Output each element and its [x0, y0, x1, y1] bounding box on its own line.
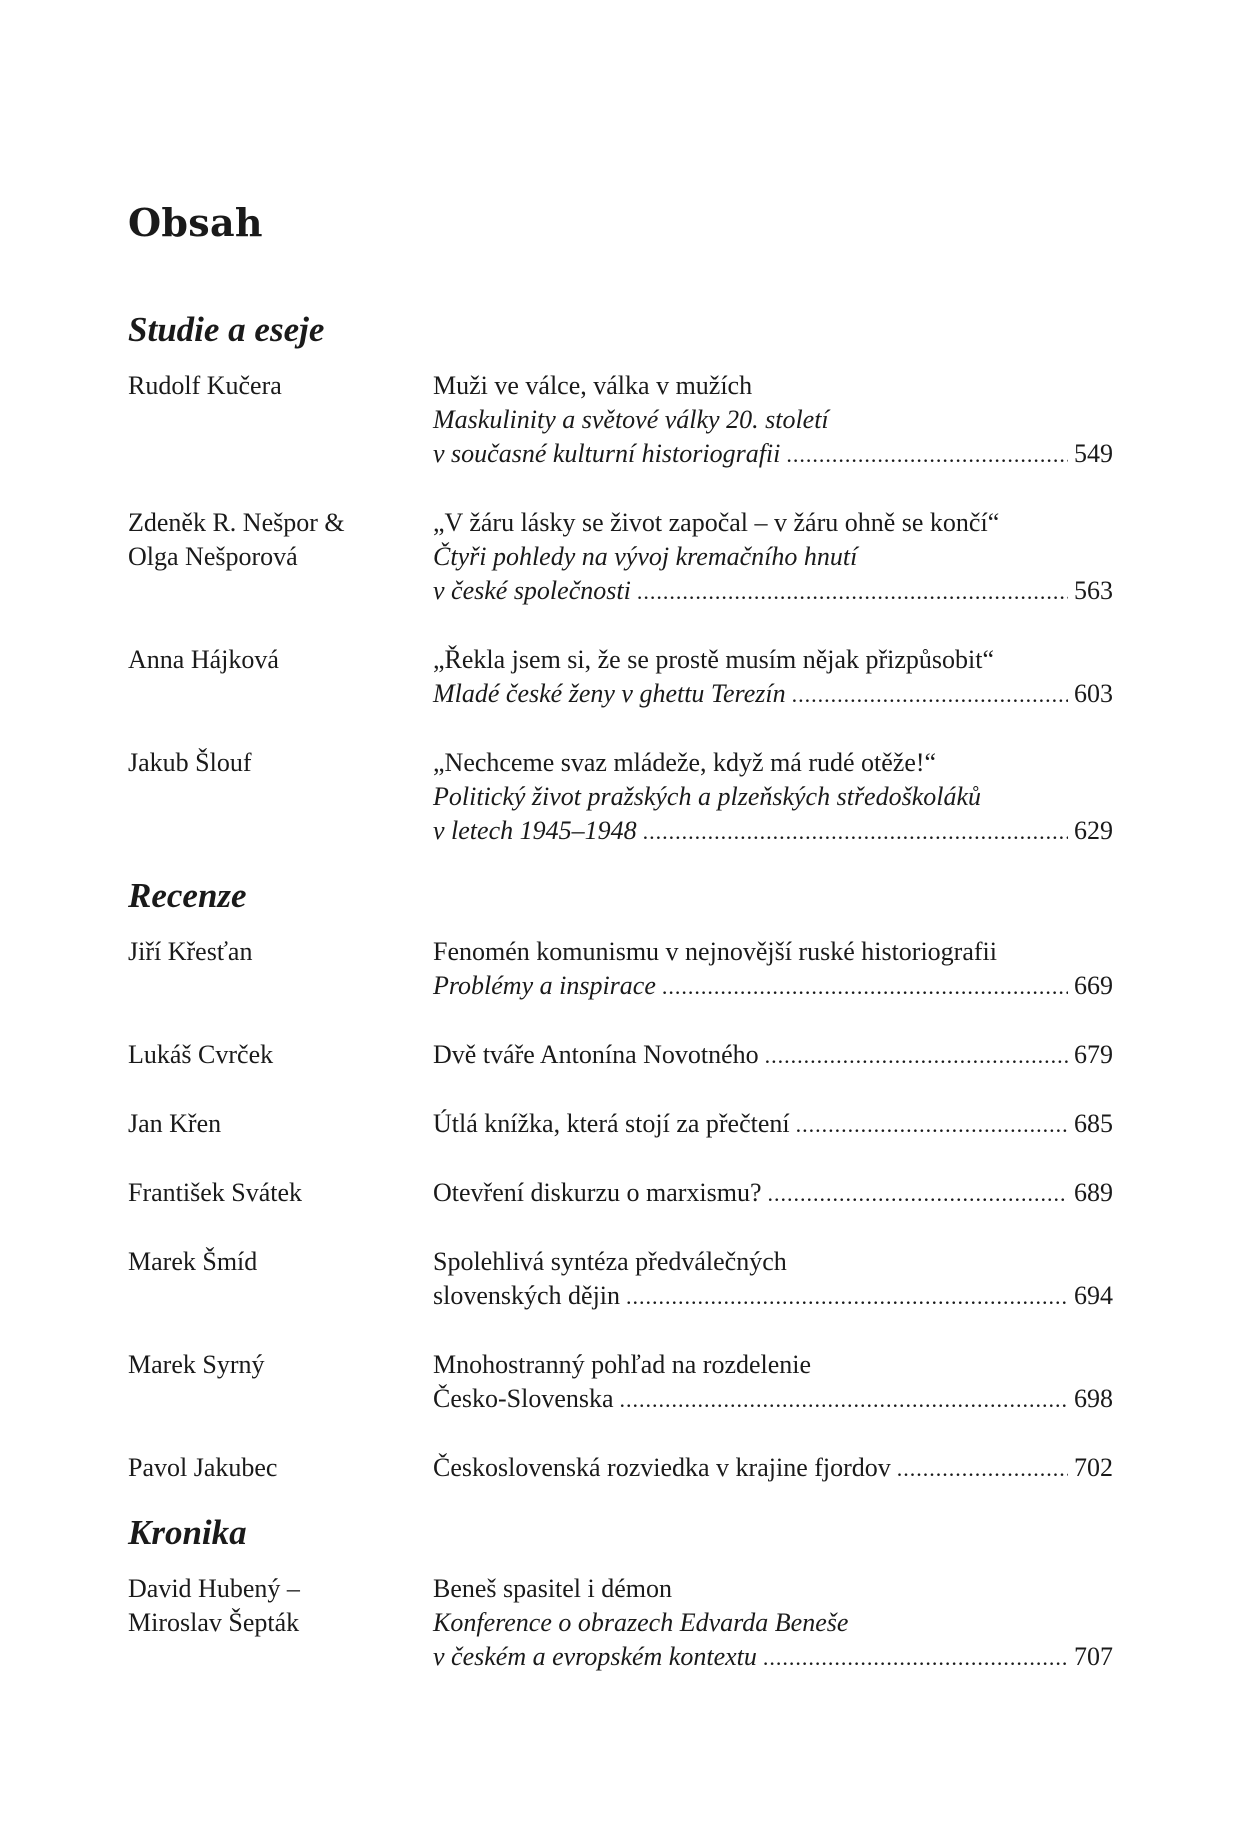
entry-authors: [128, 1176, 433, 1210]
entry-last-text: v letech 1945–1948: [433, 816, 637, 845]
toc-entry: [128, 1572, 1113, 1675]
section-title: Kronika: [128, 1513, 247, 1552]
entry-last-line: [433, 1279, 1113, 1314]
entry-last-text: v současné kulturní historiografii: [433, 439, 781, 468]
author-name: Miroslav Šepták: [128, 1608, 300, 1637]
entry-last-line: [433, 437, 1113, 472]
entry-title: [433, 369, 1113, 472]
toc-entry: [128, 1038, 1113, 1073]
entry-title: [433, 1176, 1113, 1211]
author-name: Pavol Jakubec: [128, 1453, 278, 1482]
dot-leader: [637, 575, 1068, 609]
entry-title: [433, 935, 1113, 1004]
section-title: Studie a eseje: [128, 310, 325, 349]
page-number: 603: [1074, 679, 1113, 708]
entry-last-text: v české společnosti: [433, 576, 631, 605]
author-name: Zdeněk R. Nešpor &: [128, 508, 345, 537]
entry-title-line: Fenomén komunismu v nejnovější ruské historiografii: [433, 937, 997, 966]
table-of-contents: [128, 305, 1113, 1697]
entry-title: [433, 1038, 1113, 1073]
page-number: 702: [1074, 1453, 1113, 1482]
entry-last-line: [433, 1451, 1113, 1486]
page-number: 685: [1074, 1109, 1113, 1138]
author-name: Anna Hájková: [128, 645, 279, 674]
entry-title: [433, 506, 1113, 609]
entry-title: [433, 1107, 1113, 1142]
entry-authors: [128, 1451, 433, 1485]
entry-title-line: Muži ve válce, válka v mužích: [433, 371, 753, 400]
entry-last-line: [433, 1038, 1113, 1073]
entry-last-line: [433, 1176, 1113, 1211]
entry-authors: [128, 506, 433, 574]
toc-entry: [128, 1348, 1113, 1417]
page-number: 629: [1074, 816, 1113, 845]
entry-title-line: Spolehlivá syntéza předválečných: [433, 1247, 787, 1276]
toc-section: [128, 305, 1113, 849]
toc-entry: [128, 506, 1113, 609]
entry-last-line: [433, 677, 1113, 712]
toc-entry: [128, 935, 1113, 1004]
entry-title-line: „Nechceme svaz mládeže, když má rudé otěže!“: [433, 748, 937, 777]
entry-subtitle-line: Maskulinity a světové války 20. století: [433, 405, 829, 434]
dot-leader: [763, 1641, 1068, 1675]
toc-entry: [128, 1245, 1113, 1314]
page-number: 698: [1074, 1384, 1113, 1413]
dot-leader: [786, 438, 1068, 472]
entry-subtitle-line: Čtyři pohledy na vývoj kremačního hnutí: [433, 542, 858, 571]
entry-subtitle-line: Konference o obrazech Edvarda Beneše: [433, 1608, 849, 1637]
entry-last-text: Česko-Slovenska: [433, 1384, 614, 1413]
entry-authors: [128, 1245, 433, 1279]
entry-title: [433, 1245, 1113, 1314]
author-name: Jakub Šlouf: [128, 748, 252, 777]
entry-last-text: Československá rozviedka v krajine fjordov: [433, 1453, 891, 1482]
entry-title: [433, 1451, 1113, 1486]
entry-title-line: Beneš spasitel i démon: [433, 1574, 673, 1603]
dot-leader: [765, 1039, 1068, 1073]
author-name: Lukáš Cvrček: [128, 1040, 274, 1069]
entry-list: [128, 369, 1113, 849]
entry-list: [128, 1572, 1113, 1675]
author-name: Marek Šmíd: [128, 1247, 258, 1276]
entry-last-text: v českém a evropském kontextu: [433, 1642, 757, 1671]
author-name: David Hubený –: [128, 1574, 300, 1603]
toc-entry: [128, 1107, 1113, 1142]
entry-subtitle-line: Politický život pražských a plzeňských středoškoláků: [433, 782, 982, 811]
toc-entry: [128, 746, 1113, 849]
entry-title: [433, 1572, 1113, 1675]
page-number: 669: [1074, 971, 1113, 1000]
entry-last-text: Otevření diskurzu o marxismu?: [433, 1178, 762, 1207]
entry-authors: [128, 1348, 433, 1382]
entry-title-line: „V žáru lásky se život započal – v žáru ohně se končí“: [433, 508, 1000, 537]
dot-leader: [897, 1452, 1068, 1486]
entry-title-line: Mnohostranný pohľad na rozdelenie: [433, 1350, 812, 1379]
entry-last-line: [433, 574, 1113, 609]
entry-authors: [128, 1107, 433, 1141]
entry-authors: [128, 1572, 433, 1640]
toc-entry: [128, 369, 1113, 472]
entry-last-line: [433, 1107, 1113, 1142]
entry-authors: [128, 935, 433, 969]
entry-last-text: slovenských dějin: [433, 1281, 621, 1310]
entry-last-line: [433, 1640, 1113, 1675]
entry-last-line: [433, 814, 1113, 849]
entry-authors: [128, 643, 433, 677]
entry-authors: [128, 1038, 433, 1072]
toc-entry: [128, 643, 1113, 712]
dot-leader: [626, 1280, 1068, 1314]
entry-last-line: [433, 969, 1113, 1004]
dot-leader: [662, 970, 1068, 1004]
dot-leader: [792, 678, 1068, 712]
page-number: 694: [1074, 1281, 1113, 1310]
toc-section: [128, 1508, 1113, 1675]
entry-last-text: Útlá knížka, která stojí za přečtení: [433, 1109, 790, 1138]
toc-entry: [128, 1451, 1113, 1486]
entry-title: [433, 746, 1113, 849]
entry-authors: [128, 369, 433, 403]
author-name: Jiří Křesťan: [128, 937, 253, 966]
entry-last-line: [433, 1382, 1113, 1417]
entry-last-text: Dvě tváře Antonína Novotného: [433, 1040, 759, 1069]
author-name: Marek Syrný: [128, 1350, 265, 1379]
page-number: 689: [1074, 1178, 1113, 1207]
page-number: 549: [1074, 439, 1113, 468]
dot-leader: [796, 1108, 1068, 1142]
page-number: 707: [1074, 1642, 1113, 1671]
page-title: Obsah: [128, 200, 263, 245]
entry-authors: [128, 746, 433, 780]
entry-list: [128, 935, 1113, 1486]
toc-entry: [128, 1176, 1113, 1211]
section-title: Recenze: [128, 876, 247, 915]
dot-leader: [643, 815, 1068, 849]
entry-title: [433, 1348, 1113, 1417]
entry-last-text: Mladé české ženy v ghettu Terezín: [433, 679, 786, 708]
author-name: Jan Křen: [128, 1109, 222, 1138]
dot-leader: [768, 1177, 1068, 1211]
author-name: Olga Nešporová: [128, 542, 298, 571]
author-name: Rudolf Kučera: [128, 371, 282, 400]
page-number: 563: [1074, 576, 1113, 605]
page-number: 679: [1074, 1040, 1113, 1069]
entry-title-line: „Řekla jsem si, že se prostě musím nějak přizpůsobit“: [433, 645, 995, 674]
toc-section: [128, 871, 1113, 1486]
dot-leader: [620, 1383, 1068, 1417]
entry-last-text: Problémy a inspirace: [433, 971, 656, 1000]
author-name: František Svátek: [128, 1178, 303, 1207]
entry-title: [433, 643, 1113, 712]
